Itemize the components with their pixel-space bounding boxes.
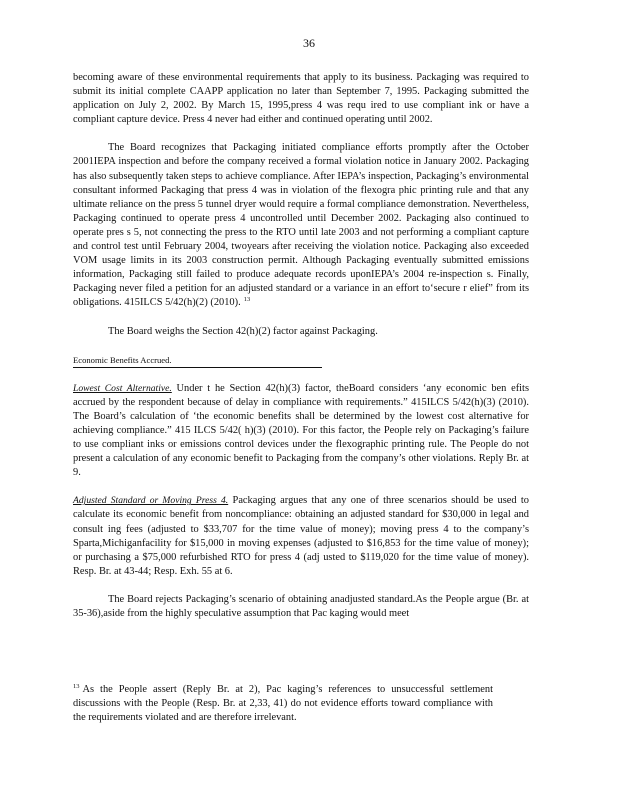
paragraph-lowest-cost-text: Under t he Section 42(h)(3) factor, theBoard considers ‘any economic ben efits accrued by the respondent because of delay in compliance with requirements.” 415ILCS 5/42(h)(3) (2010). The Board’s calculation of ‘the economic benefits shall be determined by the lowest cost alternative for achieving compliance.” 415 ILCS 5/42( h)(3) (2010). For this factor, the People rely on Packaging’s failure to use compliant inks or emissions control devices under the flexographic printing rule. The People do not present a calculation of any economic benefit to Packaging from the company’s other violations. Reply Br. at 9. (73, 382, 529, 479)
run-in-heading-lowest-cost: Lowest Cost Alternative. (73, 382, 172, 394)
body-text (73, 71, 529, 635)
paragraph-board-recognizes-text: The Board recognizes that Packaging initiated compliance efforts promptly after the October 2001IEPA inspection and before the company received a formal violation notice in January 2002. Packaging has also subsequently taken steps to achieve compliance. After IEPA’s inspection, Packaging’s environmental consultant informed Packaging that press 4 was in violation of the flexogra phic printing rule and that any ultimate reliance on the press 5 tunnel dryer would require a formal compliance demonstration. Nevertheless, Packaging continued to operate press 4 uncontrolled until December 2002. Packaging also continued to operate pres s 5, not connecting the press to the RTO until late 2003 and not performing a compliant capture and control test until February 2004, twoyears after receiving the violation notice. Packaging also exceeded VOM usage limits in its 2003 construction permit. Although Packaging eventually submitted emissions information, Packaging still failed to produce adequate records uponIEPA’s 2004 re-inspection s. Finally, Packaging never filed a petition for an adjusted standard or a variance in an effort to‘secure r elief” from its obligations. 415ILCS 5/42(h)(2) (2010). (73, 142, 529, 309)
footnote (73, 683, 493, 725)
footnote-reference: 13 (243, 295, 251, 303)
paragraph-board-rejects: The Board rejects Packaging’s scenario of obtaining anadjusted standard.As the People argue (Br. at 35-36),aside from the highly speculative assumption that Pac kaging would meet (73, 593, 529, 619)
section-heading (73, 353, 529, 368)
paragraph-board-weighs: The Board weighs the Section 42(h)(2) factor against Packaging. (108, 325, 378, 337)
section-heading-text: Economic Benefits Accrued. (73, 353, 322, 368)
run-in-heading-adjusted-standard: Adjusted Standard or Moving Press 4. (73, 495, 229, 507)
footnote-mark: 13 (73, 682, 80, 690)
footnote-text: As the People assert (Reply Br. at 2), Pac kaging’s references to unsuccessful settlement discussions with the People (Resp. Br. at 2,33, 41) do not evidence efforts toward compliance with the requirements violated and are therefore irrelevant. (73, 684, 493, 724)
paragraph-adjusted-standard-text: Packaging argues that any one of three scenarios should be used to calculate its economic benefit from noncompliance: obtaining an adjusted standard for $30,000 in legal and consult ing fees (adjusted to $33,707 for the time value of money); moving press 4 to the company’s Sparta,Michiganfacility for $15,000 in moving expenses (adjusted to $16,853 for the time value of money); or purchasing a $75,000 refurbished RTO for press 4 (adj usted to $119,020 for the time value of money). Resp. Br. at 43-44; Resp. Exh. 55 at 6. (73, 495, 529, 577)
page-number: 36 (303, 36, 315, 50)
paragraph-adjusted-standard (73, 494, 529, 579)
paragraph-compliance-history: becoming aware of these environmental requirements that apply to its business. Packaging was required to submit its initial complete CAAPP application no later than September 7, 1995. Packaging submitted the application on July 2, 2002. By March 15, 1995,press 4 was requ ired to use compliant ink or have a compliant capture device. Press 4 never had either and continued operating until 2002. (73, 72, 529, 126)
paragraph-lowest-cost (73, 382, 529, 481)
paragraph-board-recognizes (73, 141, 529, 310)
